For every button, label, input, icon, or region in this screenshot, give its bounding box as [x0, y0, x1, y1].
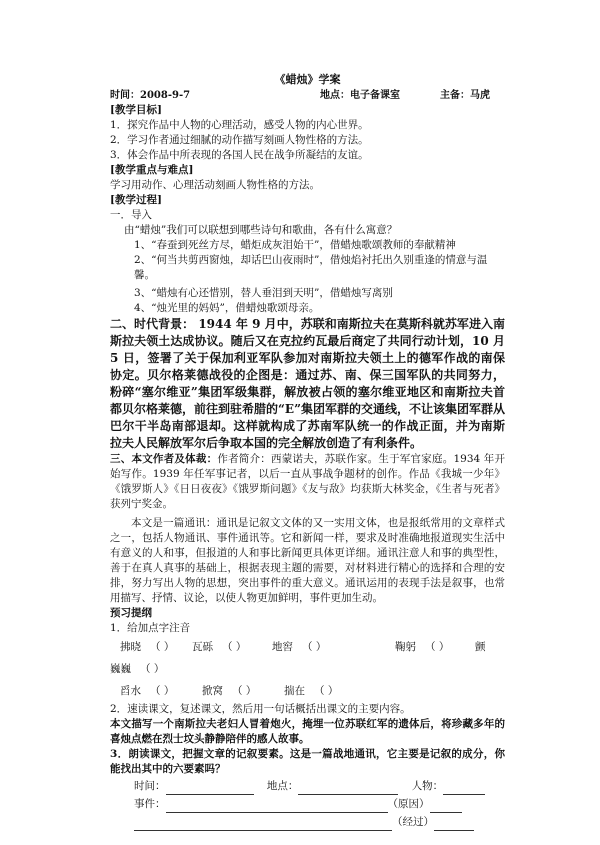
cause-blank[interactable] [430, 801, 462, 813]
preview-heading: 预习提纲 [110, 607, 152, 619]
meta-location: 地点：电子备课室 [320, 90, 400, 101]
answer-blank[interactable]: （ ） [232, 685, 257, 697]
pinyin-row [110, 680, 505, 702]
word: 掀窝 [202, 685, 223, 697]
intro-question: 由“蜡烛”我们可以联想到哪些诗句和歌曲，各有什么寓意？ [124, 224, 398, 236]
time-label: 时间： [134, 780, 166, 792]
key-text: 学习用动作、心理活动刻画人物性格的方法。 [110, 179, 320, 191]
preview-q1: 1．给加点字注音 [110, 622, 191, 634]
result-blank[interactable] [434, 819, 474, 831]
intro-item: 1、“春蚕到死丝方尽，蜡炬成灰泪始干”，借蜡烛歌颂教师的奉献精神 [134, 239, 456, 251]
word: 地窖 [272, 641, 293, 653]
event-blank[interactable] [166, 801, 388, 813]
word: 拂晓 [120, 641, 141, 653]
answer-blank[interactable]: （ ） [150, 641, 175, 653]
answer-blank[interactable]: （ ） [140, 663, 165, 675]
goal-item: 3．体会作品中所表现的各国人民在战争所凝结的友谊。 [110, 149, 369, 161]
answer-blank[interactable]: （ ） [222, 641, 247, 653]
process-blank[interactable] [134, 819, 392, 831]
doc-title: 《蜡烛》学案 [274, 73, 341, 86]
author-text: 作者简介：西蒙诺夫，苏联作家。生于军官家庭。1934 年开始写作。1939 年任军事记者，以后一直从事战争题材的创作。作品《我城一少年》《饿罗斯人》《日日夜夜》《饿罗斯问题》《友与敌》均获斯大林奖金，《生者与死者》获列宁奖金。 [110, 453, 506, 510]
answer-blank[interactable]: （ ） [302, 641, 327, 653]
process-label: （经过） [392, 816, 434, 828]
person-label: 人物： [411, 780, 444, 792]
meta-row [110, 88, 505, 103]
intro-item: 4、“烛光里的妈妈”，借蜡烛歌颂母亲。 [134, 302, 320, 314]
word: 巍巍 [110, 663, 131, 675]
key-heading: [教学重点与难点] [110, 164, 194, 176]
place-blank[interactable] [298, 783, 398, 795]
word: 瓦砾 [192, 641, 213, 653]
intro-item: 3、“蜡烛有心还惜别，替人垂泪到天明”，借蜡烛写离别 [134, 287, 393, 299]
author-label: 三、本文作者及体裁： [110, 453, 218, 465]
word: 揣在 [284, 685, 305, 697]
elements-row [110, 777, 505, 795]
word: 颤 [475, 641, 486, 653]
intro-item: 馨。 [134, 269, 155, 281]
word: 鞠躬 [395, 641, 416, 653]
author-section [110, 452, 505, 512]
goal-item: 2．学习作者通过细腻的动作描写刻画人物性格的方法。 [110, 134, 369, 146]
background-section [110, 316, 505, 452]
meta-host: 主备：马虎 [440, 90, 490, 101]
elements-row [110, 813, 505, 831]
pinyin-row [110, 658, 505, 680]
goal-item: 1．探究作品中人物的心理活动，感受人物的内心世界。 [110, 119, 369, 131]
place-label: 地点： [266, 780, 299, 792]
intro-heading: 一．导入 [110, 209, 152, 221]
background-label: 二、时代背景： [110, 317, 195, 331]
person-blank[interactable] [443, 783, 485, 795]
event-label: 事件： [134, 798, 166, 810]
q2-answer: 本文描写一个南斯拉夫老妇人冒着炮火，掩埋一位苏联红军的遗体后，将珍藏多年的喜烛点燃在烈士坟头静静陪伴的感人故事。 [110, 718, 505, 745]
word: 舀水 [120, 685, 141, 697]
background-text: 1944 年 9 月中，苏联和南斯拉夫在莫斯科就苏军进入南斯拉夫领土达成协议。随后又在克拉约瓦最后商定了共同行动计划，10 月 5 日，签署了关于保加利亚军队参加对南斯拉夫领土上的德军作战的南保协定。贝尔格莱德战役的企图是：通过苏、南、保三国军队的共同努力，粉碎“塞尔维亚”集团军级集群，解放被占领的塞尔维亚地区和南斯拉夫首都贝尔格莱德，前往到驻希腊的“E”集团军群的交通线，不让该集团军群从巴尔干半岛南部退却。这样就构成了苏南军队统一的作战正面，并为南斯拉夫人民解放军尔后争取本国的完全解放创造了有利条件。 [110, 317, 505, 450]
goals-heading: [教学目标] [110, 104, 162, 116]
elements-row [110, 795, 505, 813]
intro-item: 2、“何当共剪西窗烛，却话巴山夜雨时”，借烛焰衬托出久别重逢的情意与温 [134, 254, 488, 266]
time-blank[interactable] [166, 783, 254, 795]
answer-blank[interactable]: （ ） [425, 641, 450, 653]
cause-label: （原因） [387, 798, 430, 810]
preview-q3: 3．朗读课文，把握文章的记叙要素。这是一篇战地通讯，它主要是记叙的成分，你能找出其中的六要素吗？ [110, 748, 505, 775]
preview-q2: 2．速读课文，复述课文，然后用一句话概括出课文的主要内容。 [110, 703, 411, 715]
pinyin-row [110, 636, 505, 658]
genre-text: 本文是一篇通讯：通讯是记叙文文体的又一实用文体，也是报纸常用的文章样式之一，包括人物通讯、事件通讯等。它和新闻一样，要求及时准确地报道现实生活中有意义的人和事，但报道的人和事比新闻更具体更详细。通讯注意人和事的典型性，善于在真人真事的基础上，根据表现主题的需要，对材料进行精心的选择和合理的安排，努力写出人物的思想，突出事件的重大意义。通讯运用的表现手法是叙事，也常用描写、抒情、议论，以使人物更加鲜明，事件更加生动。 [110, 517, 505, 604]
meta-time: 时间：2008-9-7 [110, 90, 191, 101]
worksheet-page [110, 72, 505, 831]
answer-blank[interactable]: （ ） [314, 685, 339, 697]
process-heading: [教学过程] [110, 194, 162, 206]
answer-blank[interactable]: （ ） [150, 685, 175, 697]
